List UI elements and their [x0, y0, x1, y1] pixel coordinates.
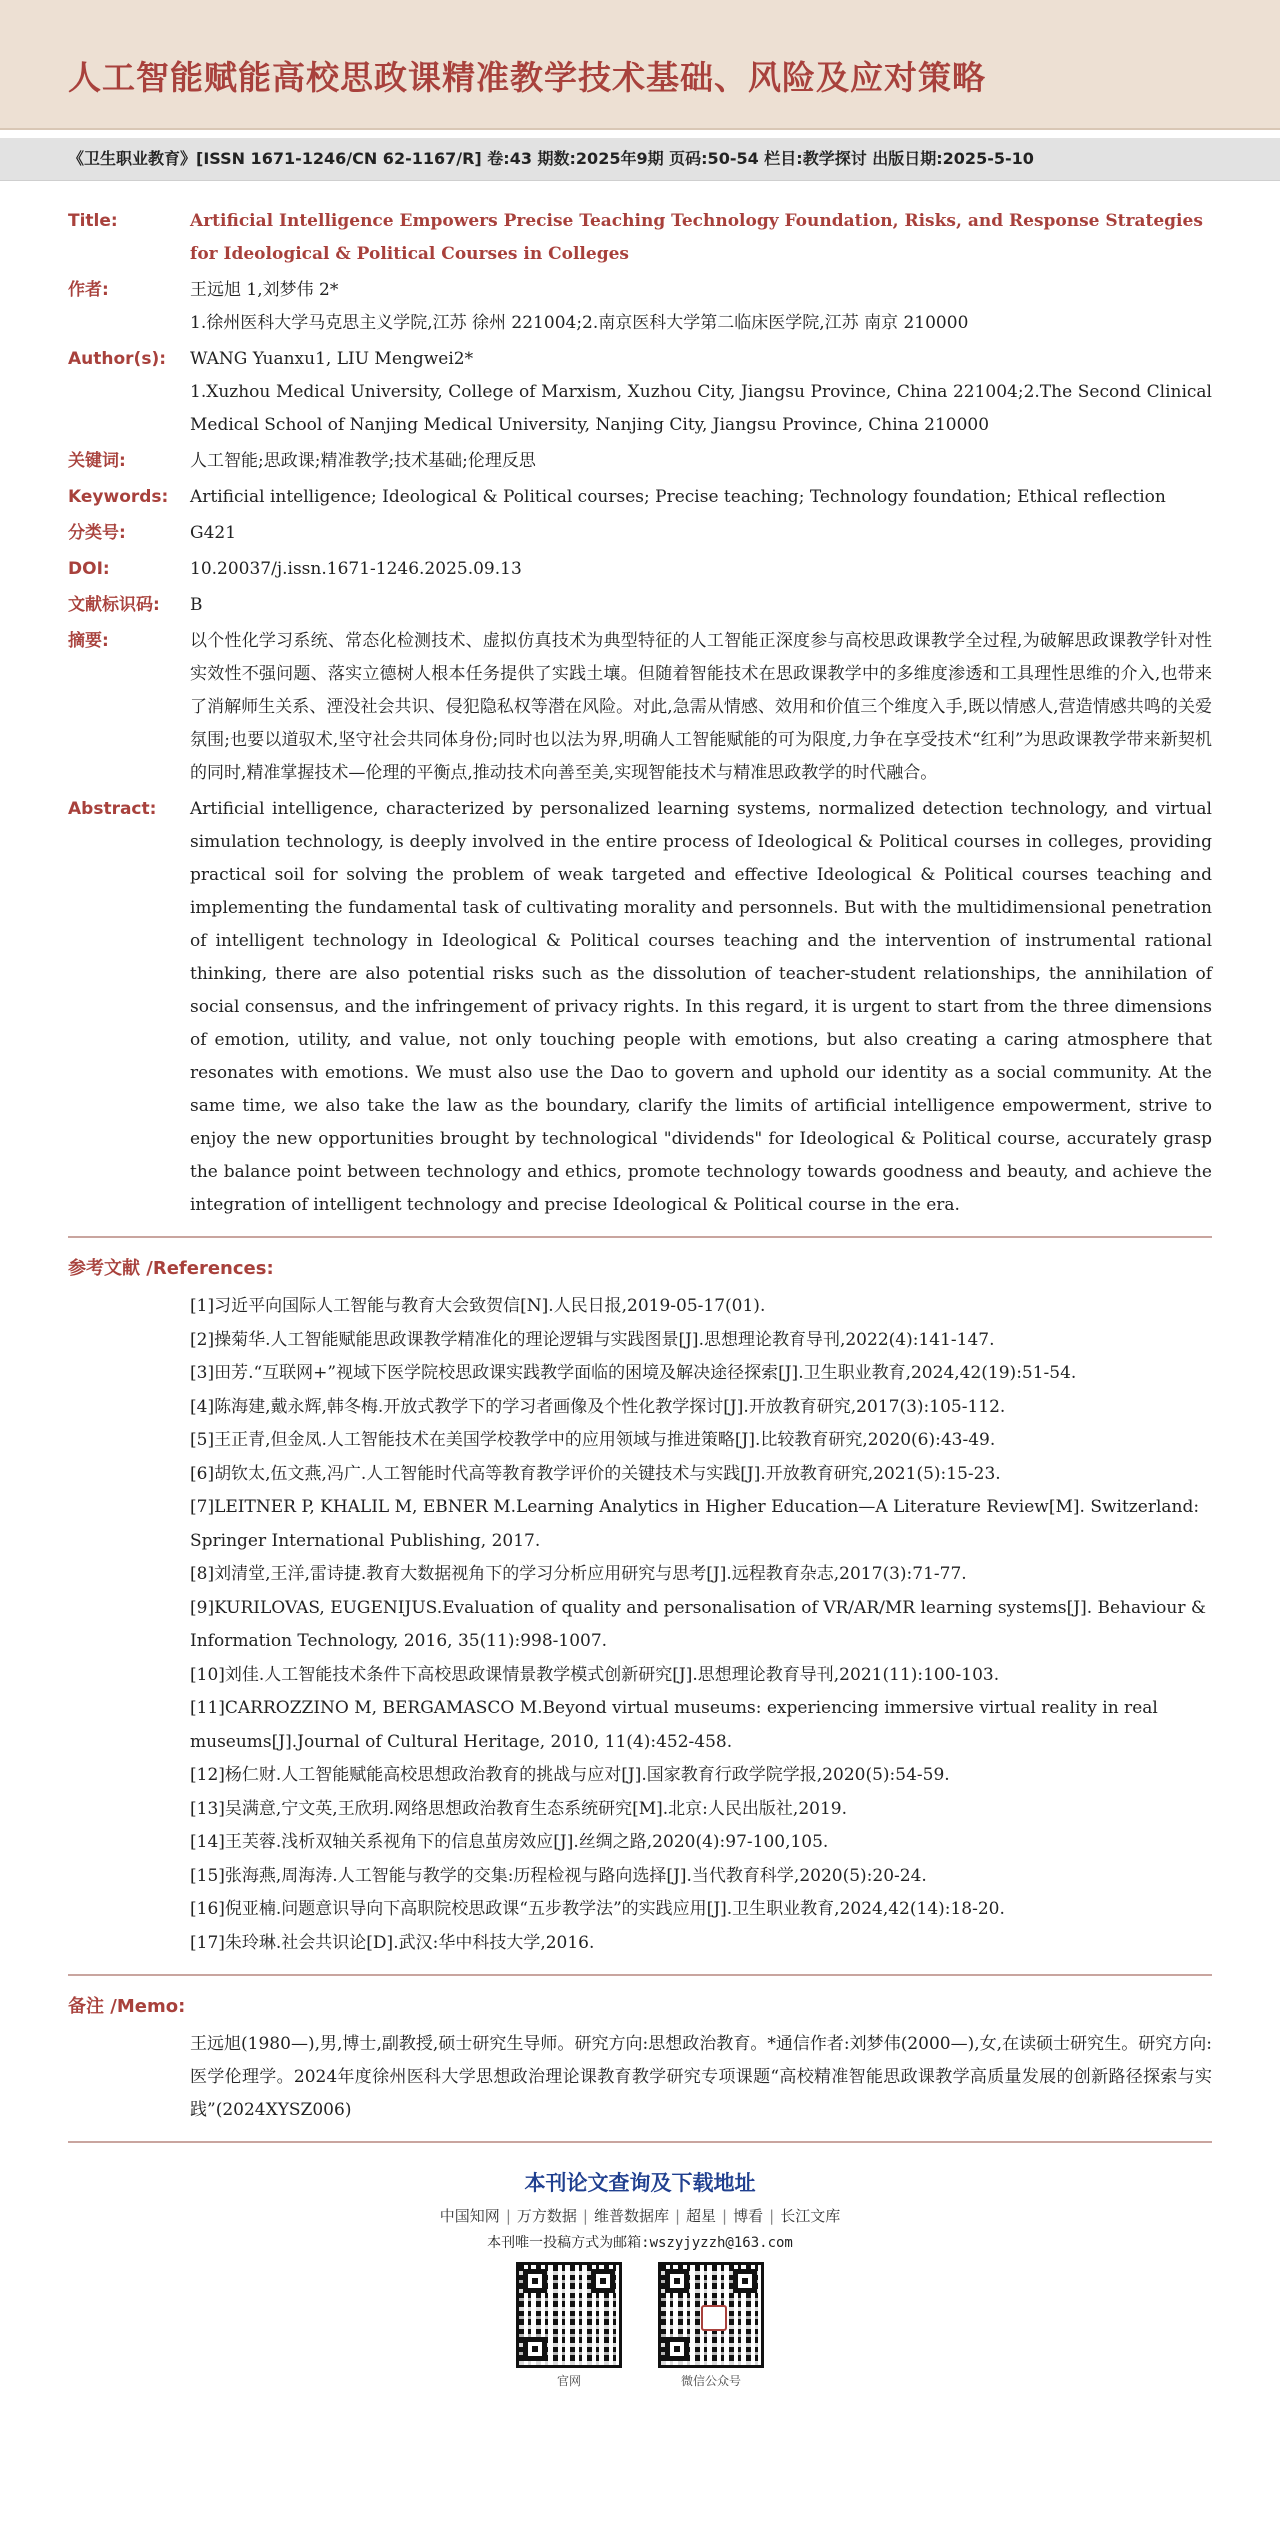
keywords-en: Artificial intelligence; Ideological & Political courses; Precise teaching; Technology foundation; Ethical reflection [190, 487, 1166, 507]
affiliation-en: 1.Xuzhou Medical University, College of Marxism, Xuzhou City, Jiangsu Province, China 221004;2.The Second Clinical Medical School of Nanjing Medical University, Nanjing City, Jiangsu Province, China 210000 [190, 382, 1212, 435]
references-label: 参考文献 /References: [68, 1258, 274, 1279]
class-row [68, 517, 1212, 550]
reference-item: [7]LEITNER P, KHALIL M, EBNER M.Learning Analytics in Higher Education—A Literature Review[M]. Switzerland: Springer International Publishing, 2017. [190, 1497, 1200, 1551]
reference-item: [3]田芳.“互联网+”视域下医学院校思政课实践教学面临的困境及解决途径探索[J].卫生职业教育,2024,42(19):51-54. [190, 1363, 1077, 1383]
abstract-en: Artificial intelligence, characterized by personalized learning systems, normalized detection technology, and virtual simulation technology, is deeply involved in the entire process of Ideological & Political courses in colleges, providing practical soil for solving the problem of weak targeted and effective Ideological & Political courses teaching and implementing the fundamental task of cultivating morality and personnels. But with the multidimensional penetration of intelligent technology in Ideological & Political courses teaching and the intervention of instrumental rational thinking, there are also potential risks such as the dissolution of teacher-student relationships, the annihilation of social consensus, and the infringement of privacy rights. In this regard, it is urgent to start from the three dimensions of emotion, utility, and value, not only touching people with emotions, but also creating a caring atmosphere that resonates with emotions. We must also use the Dao to govern and uphold our identity as a social community. At the same time, we also take the law as the boundary, clarify the limits of artificial intelligence empowerment, strive to enjoy the new opportunities brought by technological "dividends" for Ideological & Political course, accurately grasp the balance point between technology and ethics, promote technology towards goodness and beauty, and achieve the integration of intelligent technology and precise Ideological & Political course in the era. [190, 799, 1212, 1215]
keywords-zh-label: 关键词: [68, 451, 126, 471]
database-links [68, 2205, 1212, 2226]
keywords-en-row [68, 481, 1212, 514]
separator: | [505, 2207, 511, 2225]
qr-code-icon [658, 2262, 764, 2368]
qr-wechat[interactable] [658, 2262, 764, 2389]
divider-memo [68, 1974, 1212, 1976]
docid: B [190, 595, 203, 615]
qr-caption: 官网 [556, 2374, 581, 2388]
reference-item: [14]王芙蓉.浅析双轴关系视角下的信息茧房效应[J].丝绸之路,2020(4):97-100,105. [190, 1832, 829, 1852]
database-link[interactable]: 万方数据 [516, 2207, 577, 2225]
reference-item: [15]张海燕,周海涛.人工智能与教学的交集:历程检视与路向选择[J].当代教育科学,2020(5):20-24. [190, 1865, 927, 1886]
divider-footer [68, 2141, 1212, 2143]
keywords-en-label: Keywords: [68, 487, 169, 507]
reference-item: [16]倪亚楠.问题意识导向下高职院校思政课“五步教学法”的实践应用[J].卫生职业教育,2024,42(14):18-20. [190, 1899, 1005, 1919]
title-en-row [68, 205, 1212, 271]
footer-title: 本刊论文查询及下载地址 [524, 2171, 756, 2195]
publication-meta: 《卫生职业教育》[ISSN 1671-1246/CN 62-1167/R] 卷:43 期数:2025年9期 页码:50-54 栏目:教学探讨 出版日期:2025-5-10 [0, 138, 1280, 181]
reference-item: [8]刘清堂,王洋,雷诗捷.教育大数据视角下的学习分析应用研究与思考[J].远程教育杂志,2017(3):71-77. [190, 1564, 967, 1584]
submission-email: 本刊唯一投稿方式为邮箱:wszyjyzzh@163.com [487, 2235, 793, 2251]
title-band [0, 0, 1280, 130]
title-en-label: Title: [68, 211, 118, 231]
page-title: 人工智能赋能高校思政课精准教学技术基础、风险及应对策略 [68, 58, 986, 97]
database-link[interactable]: 博看 [733, 2207, 764, 2225]
keywords-zh-row [68, 445, 1212, 478]
divider-references [68, 1236, 1212, 1238]
reference-item: [9]KURILOVAS, EUGENIJUS.Evaluation of quality and personalisation of VR/AR/MR learning systems[J]. Behaviour & Information Technology, 2016, 35(11):998-1007. [190, 1597, 1207, 1651]
abstract-zh: 以个性化学习系统、常态化检测技术、虚拟仿真技术为典型特征的人工智能正深度参与高校思政课教学全过程,为破解思政课教学针对性实效性不强问题、落实立德树人根本任务提供了实践土壤。但随着智能技术在思政课教学中的多维度渗透和工具理性思维的介入,也带来了消解师生关系、湮没社会共识、侵犯隐私权等潜在风险。对此,急需从情感、效用和价值三个维度入手,既以情感人,营造情感共鸣的关爱氛围;也要以道驭术,坚守社会共同体身份;同时也以法为界,明确人工智能赋能的可为限度,力争在享受技术“红利”为思政课教学带来新契机的同时,精准掌握技术—伦理的平衡点,推动技术向善至美,实现智能技术与精准思政教学的时代融合。 [190, 631, 1212, 783]
reference-item: [5]王正青,但金凤.人工智能技术在美国学校教学中的应用领域与推进策略[J].比较教育研究,2020(6):43-49. [190, 1430, 996, 1450]
article-content [0, 181, 1280, 2389]
database-link[interactable]: 超星 [686, 2207, 717, 2225]
footer [68, 2167, 1212, 2389]
authors-zh: 王远旭 1,刘梦伟 2* [190, 280, 339, 300]
separator: | [674, 2207, 681, 2225]
authors-en-row [68, 343, 1212, 442]
reference-item: [6]胡钦太,伍文燕,冯广.人工智能时代高等教育教学评价的关键技术与实践[J].开放教育研究,2021(5):15-23. [190, 1463, 1001, 1484]
database-link[interactable]: 长江文库 [780, 2207, 841, 2225]
qr-code-icon [516, 2262, 622, 2368]
class-label: 分类号: [68, 523, 126, 543]
docid-row [68, 589, 1212, 622]
memo-label: 备注 /Memo: [68, 1996, 186, 2017]
reference-item: [1]习近平向国际人工智能与教育大会致贺信[N].人民日报,2019-05-17(01). [190, 1296, 766, 1316]
database-link[interactable]: 中国知网 [439, 2207, 500, 2225]
database-link[interactable]: 维普数据库 [593, 2207, 669, 2225]
class-no: G421 [190, 523, 237, 543]
authors-en-label: Author(s): [68, 349, 167, 369]
abstract-en-label: Abstract: [68, 799, 157, 819]
affiliation-zh: 1.徐州医科大学马克思主义学院,江苏 徐州 221004;2.南京医科大学第二临床医学院,江苏 南京 210000 [190, 313, 969, 333]
separator: | [722, 2207, 728, 2225]
reference-item: [10]刘佳.人工智能技术条件下高校思政课情景教学模式创新研究[J].思想理论教育导刊,2021(11):100-103. [190, 1664, 1000, 1685]
doi-row [68, 553, 1212, 586]
doi-label: DOI: [68, 559, 110, 579]
title-en: Artificial Intelligence Empowers Precise Teaching Technology Foundation, Risks, and Response Strategies for Ideological & Political Courses in Colleges [190, 211, 1203, 264]
doi-link[interactable]: 10.20037/j.issn.1671-1246.2025.09.13 [190, 559, 522, 579]
reference-item: [13]吴满意,宁文英,王欣玥.网络思想政治教育生态系统研究[M].北京:人民出版社,2019. [190, 1798, 847, 1819]
journal-logo-icon [701, 2305, 727, 2331]
keywords-zh: 人工智能;思政课;精准教学;技术基础;伦理反思 [190, 451, 536, 471]
reference-item: [2]操菊华.人工智能赋能思政课教学精准化的理论逻辑与实践图景[J].思想理论教育导刊,2022(4):141-147. [190, 1329, 995, 1350]
reference-item: [17]朱玲琳.社会共识论[D].武汉:华中科技大学,2016. [190, 1932, 595, 1953]
abstract-zh-label: 摘要: [68, 631, 109, 651]
references-list [190, 1290, 1212, 1960]
authors-zh-row [68, 274, 1212, 340]
qr-official-site[interactable] [516, 2262, 622, 2389]
memo-text: 王远旭(1980—),男,博士,副教授,硕士研究生导师。研究方向:思想政治教育。*通信作者:刘梦伟(2000—),女,在读硕士研究生。研究方向:医学伦理学。2024年度徐州医科大学思想政治理论课教育教学研究专项课题“高校精准智能思政课教学高质量发展的创新路径探索与实践”(2024XYSZ006) [190, 2034, 1212, 2120]
separator: | [582, 2207, 588, 2225]
authors-zh-block [190, 274, 1212, 340]
qr-codes [68, 2262, 1212, 2389]
authors-en: WANG Yuanxu1, LIU Mengwei2* [190, 349, 474, 369]
docid-label: 文献标识码: [68, 595, 160, 615]
abstract-en-row [68, 793, 1212, 1222]
qr-caption: 微信公众号 [680, 2374, 741, 2388]
reference-item: [11]CARROZZINO M, BERGAMASCO M.Beyond virtual museums: experiencing immersive virtual reality in real museums[J].Journal of Cultural Heritage, 2010, 11(4):452-458. [190, 1698, 1158, 1752]
authors-en-block [190, 343, 1212, 442]
authors-zh-label: 作者: [68, 280, 109, 300]
reference-item: [4]陈海建,戴永辉,韩冬梅.开放式教学下的学习者画像及个性化教学探讨[J].开放教育研究,2017(3):105-112. [190, 1396, 1006, 1417]
reference-item: [12]杨仁财.人工智能赋能高校思想政治教育的挑战与应对[J].国家教育行政学院学报,2020(5):54-59. [190, 1765, 950, 1785]
separator: | [769, 2207, 775, 2225]
abstract-zh-row [68, 625, 1212, 790]
